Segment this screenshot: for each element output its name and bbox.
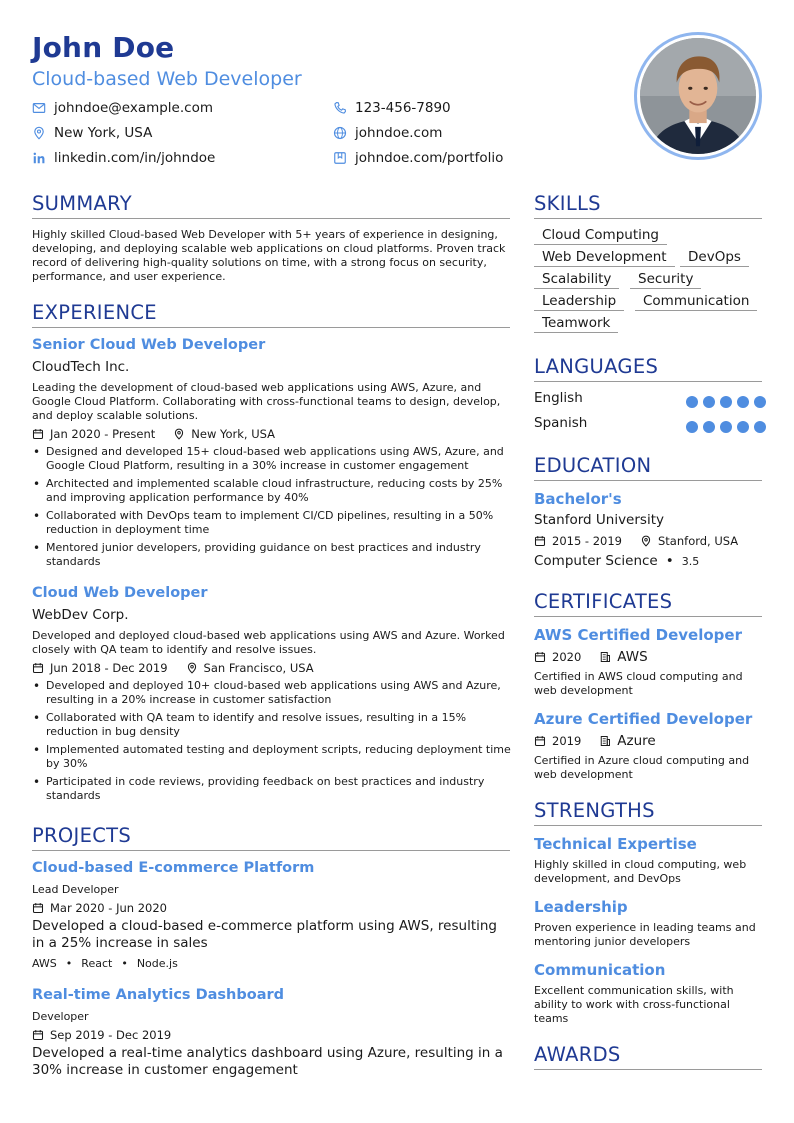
globe-icon (333, 126, 347, 140)
job-location: San Francisco, USA (203, 661, 314, 675)
building-icon (599, 735, 611, 747)
calendar-icon (32, 428, 44, 440)
proficiency-dot (703, 396, 715, 408)
job-dates: Jun 2018 - Dec 2019 (50, 661, 168, 675)
portfolio-icon (333, 151, 347, 165)
project-role: Developer (32, 1010, 89, 1023)
summary-text: Highly skilled Cloud-based Web Developer with 5+ years of experience in designing, developing, and deploying scalable web applications on cloud platforms. Proven track record of delivering high-quality solutions on time, with a strong focus on security, performance, and user experience. (32, 228, 506, 283)
education-location: Stanford, USA (658, 534, 739, 548)
contact-website[interactable] (333, 123, 442, 143)
bullet-item: • Collaborated with QA team to identify and resolve issues, resulting in a 15% reduction in bug density (32, 711, 512, 739)
location-pin-icon (640, 535, 652, 547)
language-name: Spanish (534, 415, 588, 431)
calendar-icon (534, 535, 546, 547)
project-description: Developed a real-time analytics dashboard using Azure, resulting in a 30% increase in customer engagement (32, 1045, 503, 1078)
proficiency-dot (737, 396, 749, 408)
language-name: English (534, 390, 583, 406)
job-description: Developed and deployed cloud-based web applications using AWS and Azure. Worked closely with QA team to identify and resolve issues. (32, 629, 505, 656)
certificates-heading: CERTIFICATES (534, 590, 762, 617)
proficiency-dot (737, 421, 749, 433)
proficiency-dot (720, 421, 732, 433)
education-degree: Bachelor's (534, 490, 622, 508)
certificate-name: AWS Certified Developer (534, 626, 742, 644)
education-gpa: 3.5 (681, 554, 700, 568)
bullet-item: • Developed and deployed 10+ cloud-based web applications using AWS and Azure, resulting in a 20% increase in customer satisfaction (32, 679, 512, 707)
strength-title: Leadership (534, 898, 628, 916)
location-pin-icon (32, 126, 46, 140)
linkedin-text: linkedin.com/in/johndoe (54, 150, 216, 166)
linkedin-icon (32, 151, 46, 165)
summary-heading: SUMMARY (32, 192, 510, 219)
bullet-item: • Mentored junior developers, providing guidance on best practices and industry standards (32, 541, 512, 569)
project-dates: Mar 2020 - Jun 2020 (50, 901, 167, 915)
project-dates: Sep 2019 - Dec 2019 (50, 1028, 172, 1042)
building-icon (599, 651, 611, 663)
skill-tag: Leadership (534, 293, 624, 311)
certificate-issuer: Azure (617, 733, 656, 749)
job-location: New York, USA (191, 427, 276, 441)
certificate-description: Certified in AWS cloud computing and web development (534, 670, 743, 697)
strength-title: Technical Expertise (534, 835, 697, 853)
job-title: Cloud-based Web Developer (32, 68, 302, 90)
language-level (681, 421, 766, 433)
skills-heading: SKILLS (534, 192, 762, 219)
skill-tag: Scalability (534, 271, 619, 289)
strength-description: Highly skilled in cloud computing, web development, and DevOps (534, 858, 747, 885)
calendar-icon (32, 1029, 44, 1041)
projects-heading: PROJECTS (32, 824, 510, 851)
contact-phone[interactable] (333, 98, 451, 118)
job-company: CloudTech Inc. (32, 359, 130, 375)
proficiency-dot (754, 421, 766, 433)
calendar-icon (534, 651, 546, 663)
bullet-item: • Architected and implemented scalable cloud infrastructure, reducing costs by 25% and improving application performance by 40% (32, 477, 512, 505)
project-meta (32, 900, 167, 916)
candidate-name: John Doe (32, 31, 175, 64)
proficiency-dot (720, 396, 732, 408)
contact-email[interactable] (32, 98, 213, 118)
contact-linkedin[interactable] (32, 148, 215, 168)
education-meta (534, 533, 738, 549)
profile-photo (634, 32, 762, 160)
calendar-icon (534, 735, 546, 747)
certificate-year: 2019 (552, 734, 582, 748)
tech-tag: AWS (32, 957, 57, 970)
bullet-item: • Collaborated with DevOps team to implement CI/CD pipelines, resulting in a 50% reduction in deployment time (32, 509, 512, 537)
proficiency-dot (754, 396, 766, 408)
bullet-item: • Participated in code reviews, providing feedback on best practices and industry standards (32, 775, 512, 803)
certificate-meta (534, 733, 656, 749)
location-pin-icon (173, 428, 185, 440)
project-meta (32, 1027, 171, 1043)
job-achievements (32, 445, 512, 573)
project-name: Cloud-based E-commerce Platform (32, 860, 315, 876)
skill-tag: Cloud Computing (534, 227, 667, 245)
skill-tag: Security (630, 271, 701, 289)
job-description: Leading the development of cloud-based web applications using AWS, Azure, and Google Cloud Platform. Collaborating with cross-functional teams to design, develop, and deploy scalable solutions. (32, 381, 501, 422)
strength-description: Excellent communication skills, with ability to work with cross-functional teams (534, 984, 734, 1025)
education-heading: EDUCATION (534, 454, 762, 481)
tech-tag: React (81, 957, 113, 970)
education-field-row: Computer Science • 3.5 (534, 553, 700, 569)
languages-heading: LANGUAGES (534, 355, 762, 382)
phone-text: 123-456-7890 (355, 100, 451, 116)
job-meta (32, 660, 314, 676)
proficiency-dot (686, 421, 698, 433)
project-description: Developed a cloud-based e-commerce platform using AWS, resulting in a 25% increase in sales (32, 918, 497, 951)
skill-tag: DevOps (680, 249, 749, 267)
project-tags: AWS • React • Node.js (32, 957, 178, 970)
certificate-year: 2020 (552, 650, 582, 664)
avatar-portrait (640, 38, 756, 154)
experience-heading: EXPERIENCE (32, 301, 510, 328)
proficiency-dot (703, 421, 715, 433)
language-level (681, 396, 766, 408)
awards-heading: AWARDS (534, 1043, 762, 1070)
job-dates: Jan 2020 - Present (50, 427, 156, 441)
email-text: johndoe@example.com (54, 100, 213, 116)
certificate-issuer: AWS (617, 649, 648, 665)
job-meta (32, 426, 275, 442)
education-school: Stanford University (534, 512, 664, 528)
bullet-item: • Designed and developed 15+ cloud-based web applications using AWS, Azure, and Google Cloud Platform, resulting in a 30% increase in customer engagement (32, 445, 512, 473)
contact-portfolio[interactable] (333, 148, 503, 168)
strengths-heading: STRENGTHS (534, 799, 762, 826)
job-role: Senior Cloud Web Developer (32, 337, 266, 353)
proficiency-dot (686, 396, 698, 408)
phone-icon (333, 101, 347, 115)
strength-description: Proven experience in leading teams and mentoring junior developers (534, 921, 756, 948)
job-achievements (32, 679, 512, 807)
location-text: New York, USA (54, 125, 153, 141)
skill-tag: Web Development (534, 249, 675, 267)
certificate-description: Certified in Azure cloud computing and web development (534, 754, 750, 781)
location-pin-icon (186, 662, 198, 674)
bullet-item: • Implemented automated testing and deployment scripts, reducing deployment time by 30% (32, 743, 512, 771)
job-role: Cloud Web Developer (32, 585, 208, 601)
contact-location (32, 123, 152, 143)
skill-tag: Teamwork (534, 315, 618, 333)
portfolio-text: johndoe.com/portfolio (355, 150, 504, 166)
education-field: Computer Science (534, 553, 658, 569)
project-name: Real-time Analytics Dashboard (32, 987, 285, 1003)
skill-tag: Communication (635, 293, 757, 311)
calendar-icon (32, 662, 44, 674)
tech-tag: Node.js (136, 957, 178, 970)
education-dates: 2015 - 2019 (552, 534, 622, 548)
project-role: Lead Developer (32, 883, 119, 896)
strength-title: Communication (534, 961, 666, 979)
website-text: johndoe.com (355, 125, 443, 141)
job-company: WebDev Corp. (32, 607, 129, 623)
certificate-meta (534, 649, 648, 665)
calendar-icon (32, 902, 44, 914)
certificate-name: Azure Certified Developer (534, 710, 753, 728)
email-icon (32, 101, 46, 115)
